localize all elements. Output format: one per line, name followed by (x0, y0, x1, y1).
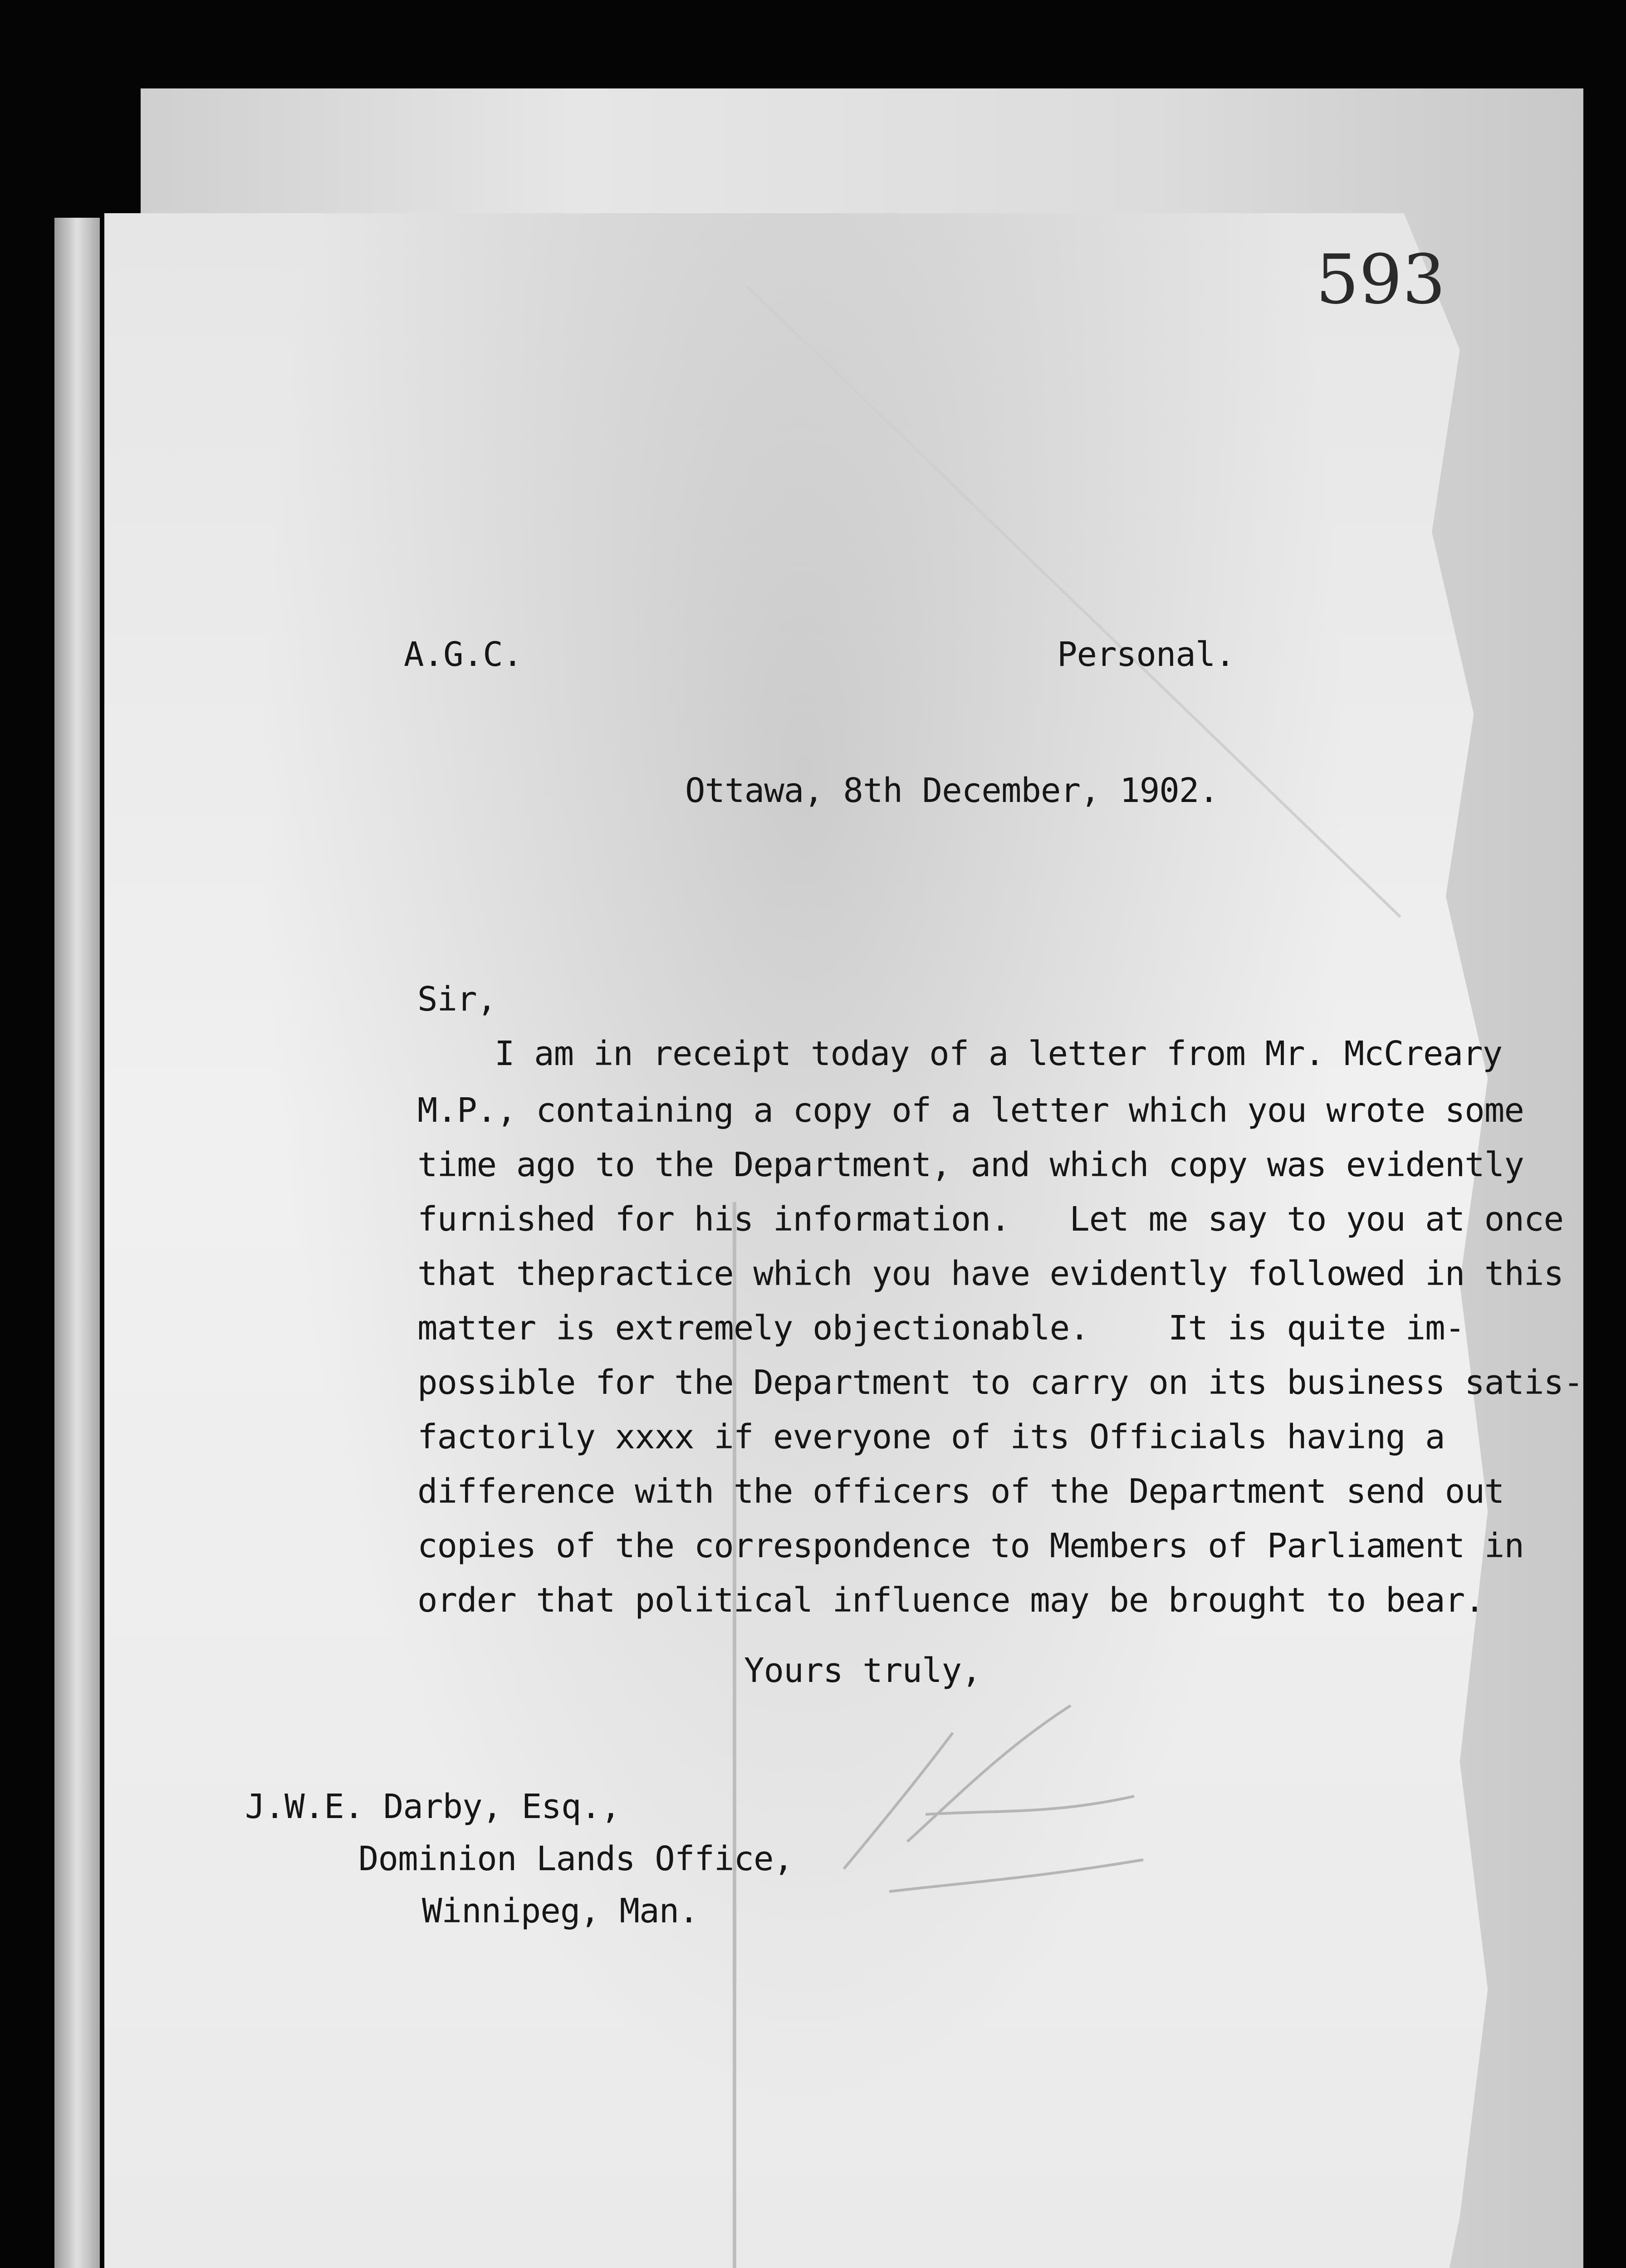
body-line: order that political influence may be brought to bear. (417, 1581, 1484, 1620)
left-paper-edge (54, 218, 100, 2268)
body-line: difference with the officers of the Department send out (417, 1472, 1504, 1511)
addressee-name: J.W.E. Darby, Esq., (245, 1787, 621, 1826)
body-line: time ago to the Department, and which copy was evidently (417, 1145, 1524, 1184)
salutation: Sir, (417, 980, 497, 1019)
page-number: 593 (1316, 240, 1446, 319)
file-reference: A.G.C. (404, 635, 523, 674)
place-date: Ottawa, 8th December, 1902. (685, 771, 1219, 810)
letter-page (104, 213, 1502, 2268)
body-line: copies of the correspondence to Members of Parliament in (417, 1526, 1524, 1565)
signature-mark (817, 1678, 1180, 1914)
closing: Yours truly, (744, 1651, 981, 1690)
body-line: factorily xxxx if everyone of its Officials having a (417, 1418, 1445, 1457)
body-line: furnished for his information. Let me say to you at once (417, 1200, 1564, 1239)
body-line: M.P., containing a copy of a letter which you wrote some (417, 1091, 1524, 1130)
body-line: matter is extremely objectionable. It is quite im- (417, 1309, 1465, 1348)
addressee-city: Winnipeg, Man. (422, 1892, 699, 1931)
body-line: possible for the Department to carry on its business satis- (417, 1363, 1583, 1402)
paper-fold-vertical (733, 1202, 736, 2268)
body-line: that thepractice which you have evidently followed in this (417, 1254, 1564, 1293)
body-line: I am in receipt today of a letter from Mr. McCreary (495, 1034, 1503, 1073)
addressee-office: Dominion Lands Office, (358, 1839, 793, 1878)
personal-marking: Personal. (1057, 635, 1235, 674)
